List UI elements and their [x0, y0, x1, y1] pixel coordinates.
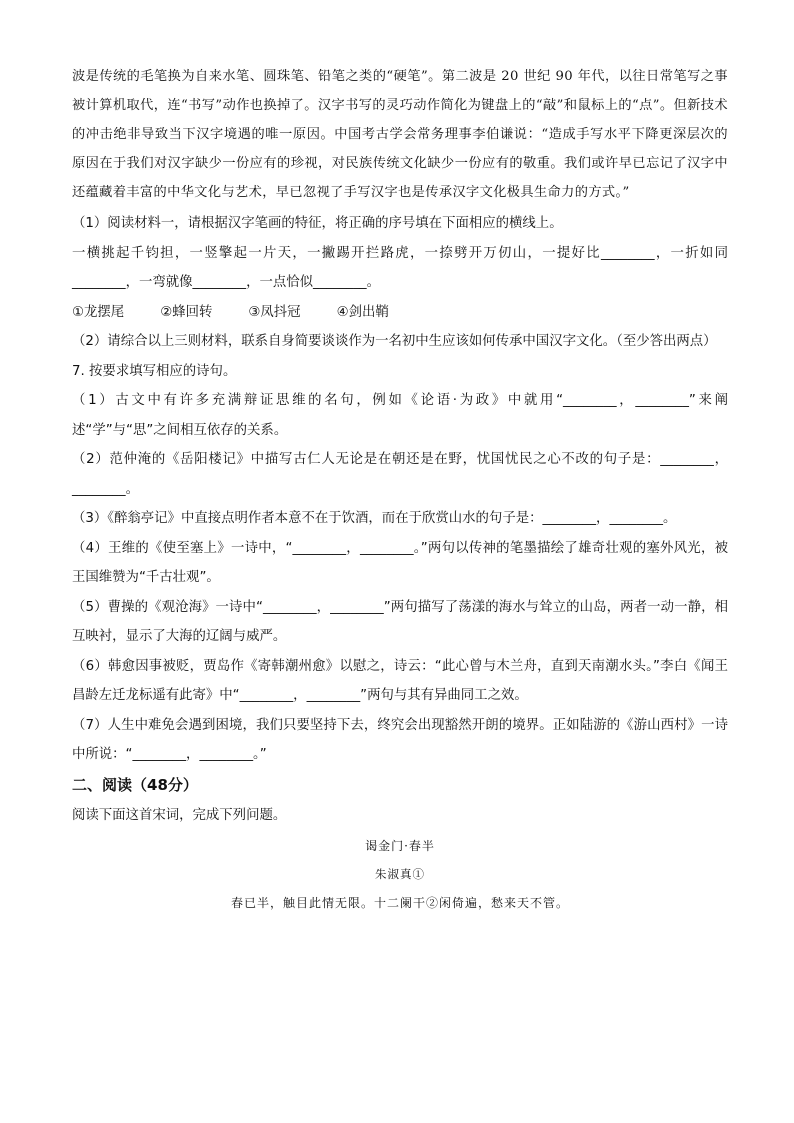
- q7-item-2: （2）范仲淹的《岳阳楼记》中描写古仁人无论是在朝还是在野，忧国忧民之心不改的句子是：________，________。: [72, 452, 728, 497]
- q7-item-5: （5）曹操的《观沧海》一诗中“________，________”两句描写了荡漾的海水与耸立的山岛，两者一动一静，相互映衬，显示了大海的辽阔与威严。: [72, 599, 728, 644]
- option-1: ①龙摆尾: [72, 304, 125, 320]
- q7-item-7: （7）人生中难免会遇到困境，我们只要坚持下去，终究会出现豁然开朗的境界。正如陆游的《游山西村》一诗中所说：“________，________。”: [72, 717, 728, 762]
- poem-author: 朱淑真①: [375, 867, 425, 881]
- material-paragraph: 波是传统的毛笔换为自来水笔、圆珠笔、铅笔之类的“硬笔”。第二波是 20 世纪 90 年代，以往日常笔写之事被计算机取代，连“书写”动作也换掉了。汉字书写的灵巧动作简化为键盘上的“敲”和鼠标上的“点”。但新技术的冲击绝非导致当下汉字境遇的唯一原因。中国考古学会常务理事李伯谦说：“造成手写水平下降更深层次的原因在于我们对汉字缺少一份应有的珍视，对民族传统文化缺少一份应有的敬重。我们或许早已忘记了汉字中还蕴藏着丰富的中华文化与艺术，早已忽视了手写汉字也是传承汉字文化极具生命力的方式。”: [72, 69, 728, 200]
- q6-options: [72, 298, 728, 328]
- option-2: ②蜂回转: [160, 304, 213, 320]
- q7-item-4: （4）王维的《使至塞上》一诗中，“________，________。”两句以传神的笔墨描绘了雄奇壮观的塞外风光，被王国维赞为“千古壮观”。: [72, 540, 728, 585]
- section-intro: 阅读下面这首宋词，完成下列问题。: [72, 807, 287, 823]
- q7-item-1: （1）古文中有许多充满辩证思维的名句，例如《论语·为政》中就用“________，________”来阐述“学”与“思”之间相互依存的关系。: [72, 393, 728, 438]
- q6-sub1-body: 一横挑起千钧担，一竖擎起一片天，一撇踢开拦路虎，一捺劈开万仞山，一提好比________，一折如同________，一弯就像________，一点恰似________。: [72, 245, 728, 290]
- poem-line: 春已半，触目此情无限。十二阑干②闲倚遍，愁来天不管。: [230, 896, 569, 910]
- q6-sub1-prompt: （1）阅读材料一，请根据汉字笔画的特征，将正确的序号填在下面相应的横线上。: [72, 216, 563, 231]
- q7-item-3: （3）《醉翁亭记》中直接点明作者本意不在于饮酒，而在于欣赏山水的句子是：________，________。: [72, 511, 677, 526]
- option-3: ③凤抖冠: [248, 304, 301, 320]
- option-4: ④剑出鞘: [336, 304, 389, 320]
- section-title: 二、阅读（48分）: [72, 775, 198, 794]
- q7-title: 7. 按要求填写相应的诗句。: [72, 363, 237, 379]
- q7-item-6: （6）韩愈因事被贬，贾岛作《寄韩潮州愈》以慰之，诗云：“此心曾与木兰舟，直到天南潮水头。”李白《闻王昌龄左迁龙标遥有此寄》中“________，________”两句与其有异曲同工之效。: [72, 658, 728, 703]
- poem-title: 谒金门·春半: [365, 839, 435, 853]
- q6-sub2: （2）请综合以上三则材料，联系自身简要谈谈作为一名初中生应该如何传承中国汉字文化。（至少答出两点）: [72, 334, 717, 349]
